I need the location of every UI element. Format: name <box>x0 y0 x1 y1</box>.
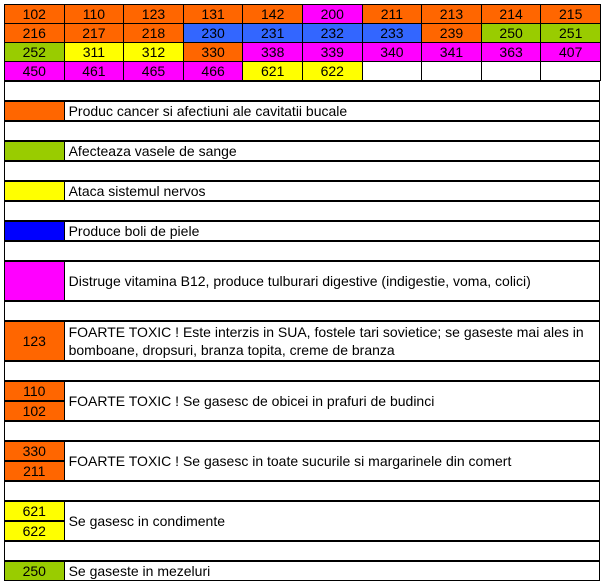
spacer-row <box>4 301 600 321</box>
spacer-row <box>4 421 600 441</box>
code-cell: 230 <box>183 23 244 43</box>
code-cell: 216 <box>4 23 65 43</box>
code-cell: 102 <box>4 4 65 24</box>
legend-text: Produc cancer si afectiuni ale cavitatii bucale <box>64 101 600 121</box>
code-cell: 213 <box>421 4 482 24</box>
code-cell: 341 <box>421 42 482 62</box>
code-cell: 110 <box>64 4 125 24</box>
note-code: 621 <box>4 501 65 521</box>
code-cell: 233 <box>362 23 423 43</box>
code-cell: 311 <box>64 42 125 62</box>
code-cell: 217 <box>64 23 125 43</box>
code-cell: 232 <box>302 23 363 43</box>
code-cell: 312 <box>123 42 184 62</box>
code-cell: 622 <box>302 61 363 81</box>
note-code: 102 <box>4 401 65 421</box>
legend-swatch <box>4 261 65 301</box>
code-cell: 214 <box>481 4 542 24</box>
note-code: 110 <box>4 381 65 401</box>
spacer-row <box>4 121 600 141</box>
code-cell: 215 <box>540 4 601 24</box>
code-cell: 338 <box>242 42 303 62</box>
note-text: FOARTE TOXIC ! Se gasesc in toate sucurile si margarinele din comert <box>64 441 600 481</box>
note-text: FOARTE TOXIC ! Se gasesc de obicei in prafuri de budinci <box>64 381 600 421</box>
code-cell: 252 <box>4 42 65 62</box>
code-cell <box>362 61 423 81</box>
code-cell: 339 <box>302 42 363 62</box>
code-cell: 142 <box>242 4 303 24</box>
legend-text: Afecteaza vasele de sange <box>64 141 600 161</box>
legend-swatch <box>4 101 65 121</box>
spacer-row <box>4 161 600 181</box>
code-cell: 251 <box>540 23 601 43</box>
code-cell <box>540 61 601 81</box>
code-cell: 621 <box>242 61 303 81</box>
code-cell: 239 <box>421 23 482 43</box>
code-cell: 465 <box>123 61 184 81</box>
note-code: 330 <box>4 441 65 461</box>
code-cell: 131 <box>183 4 244 24</box>
code-cell: 407 <box>540 42 601 62</box>
legend-swatch <box>4 221 65 241</box>
code-cell: 340 <box>362 42 423 62</box>
code-cell: 231 <box>242 23 303 43</box>
code-cell: 466 <box>183 61 244 81</box>
code-cell: 211 <box>362 4 423 24</box>
code-cell: 450 <box>4 61 65 81</box>
legend-text: Produce boli de piele <box>64 221 600 241</box>
code-cell: 123 <box>123 4 184 24</box>
note-code: 211 <box>4 461 65 481</box>
code-cell: 200 <box>302 4 363 24</box>
code-cell: 330 <box>183 42 244 62</box>
code-cell: 250 <box>481 23 542 43</box>
code-cell: 218 <box>123 23 184 43</box>
note-text: FOARTE TOXIC ! Este interzis in SUA, fostele tari sovietice; se gaseste mai ales in bomboane, dropsuri, branza topita, creme de branza <box>64 321 600 361</box>
spacer-row <box>4 361 600 381</box>
legend-text: Distruge vitamina B12, produce tulburari digestive (indigestie, voma, colici) <box>64 261 600 301</box>
note-code: 123 <box>4 321 65 361</box>
code-cell: 461 <box>64 61 125 81</box>
spacer-row <box>4 241 600 261</box>
note-code: 622 <box>4 521 65 541</box>
spacer-row <box>4 81 600 101</box>
spacer-row <box>4 481 600 501</box>
spacer-row <box>4 541 600 561</box>
code-cell <box>421 61 482 81</box>
note-text: Se gasesc in condimente <box>64 501 600 541</box>
spacer-row <box>4 201 600 221</box>
code-cell: 363 <box>481 42 542 62</box>
legend-text: Ataca sistemul nervos <box>64 181 600 201</box>
code-cell <box>481 61 542 81</box>
legend-swatch <box>4 181 65 201</box>
note-text: Se gaseste in mezeluri <box>64 561 600 581</box>
legend-swatch <box>4 141 65 161</box>
note-code: 250 <box>4 561 65 581</box>
